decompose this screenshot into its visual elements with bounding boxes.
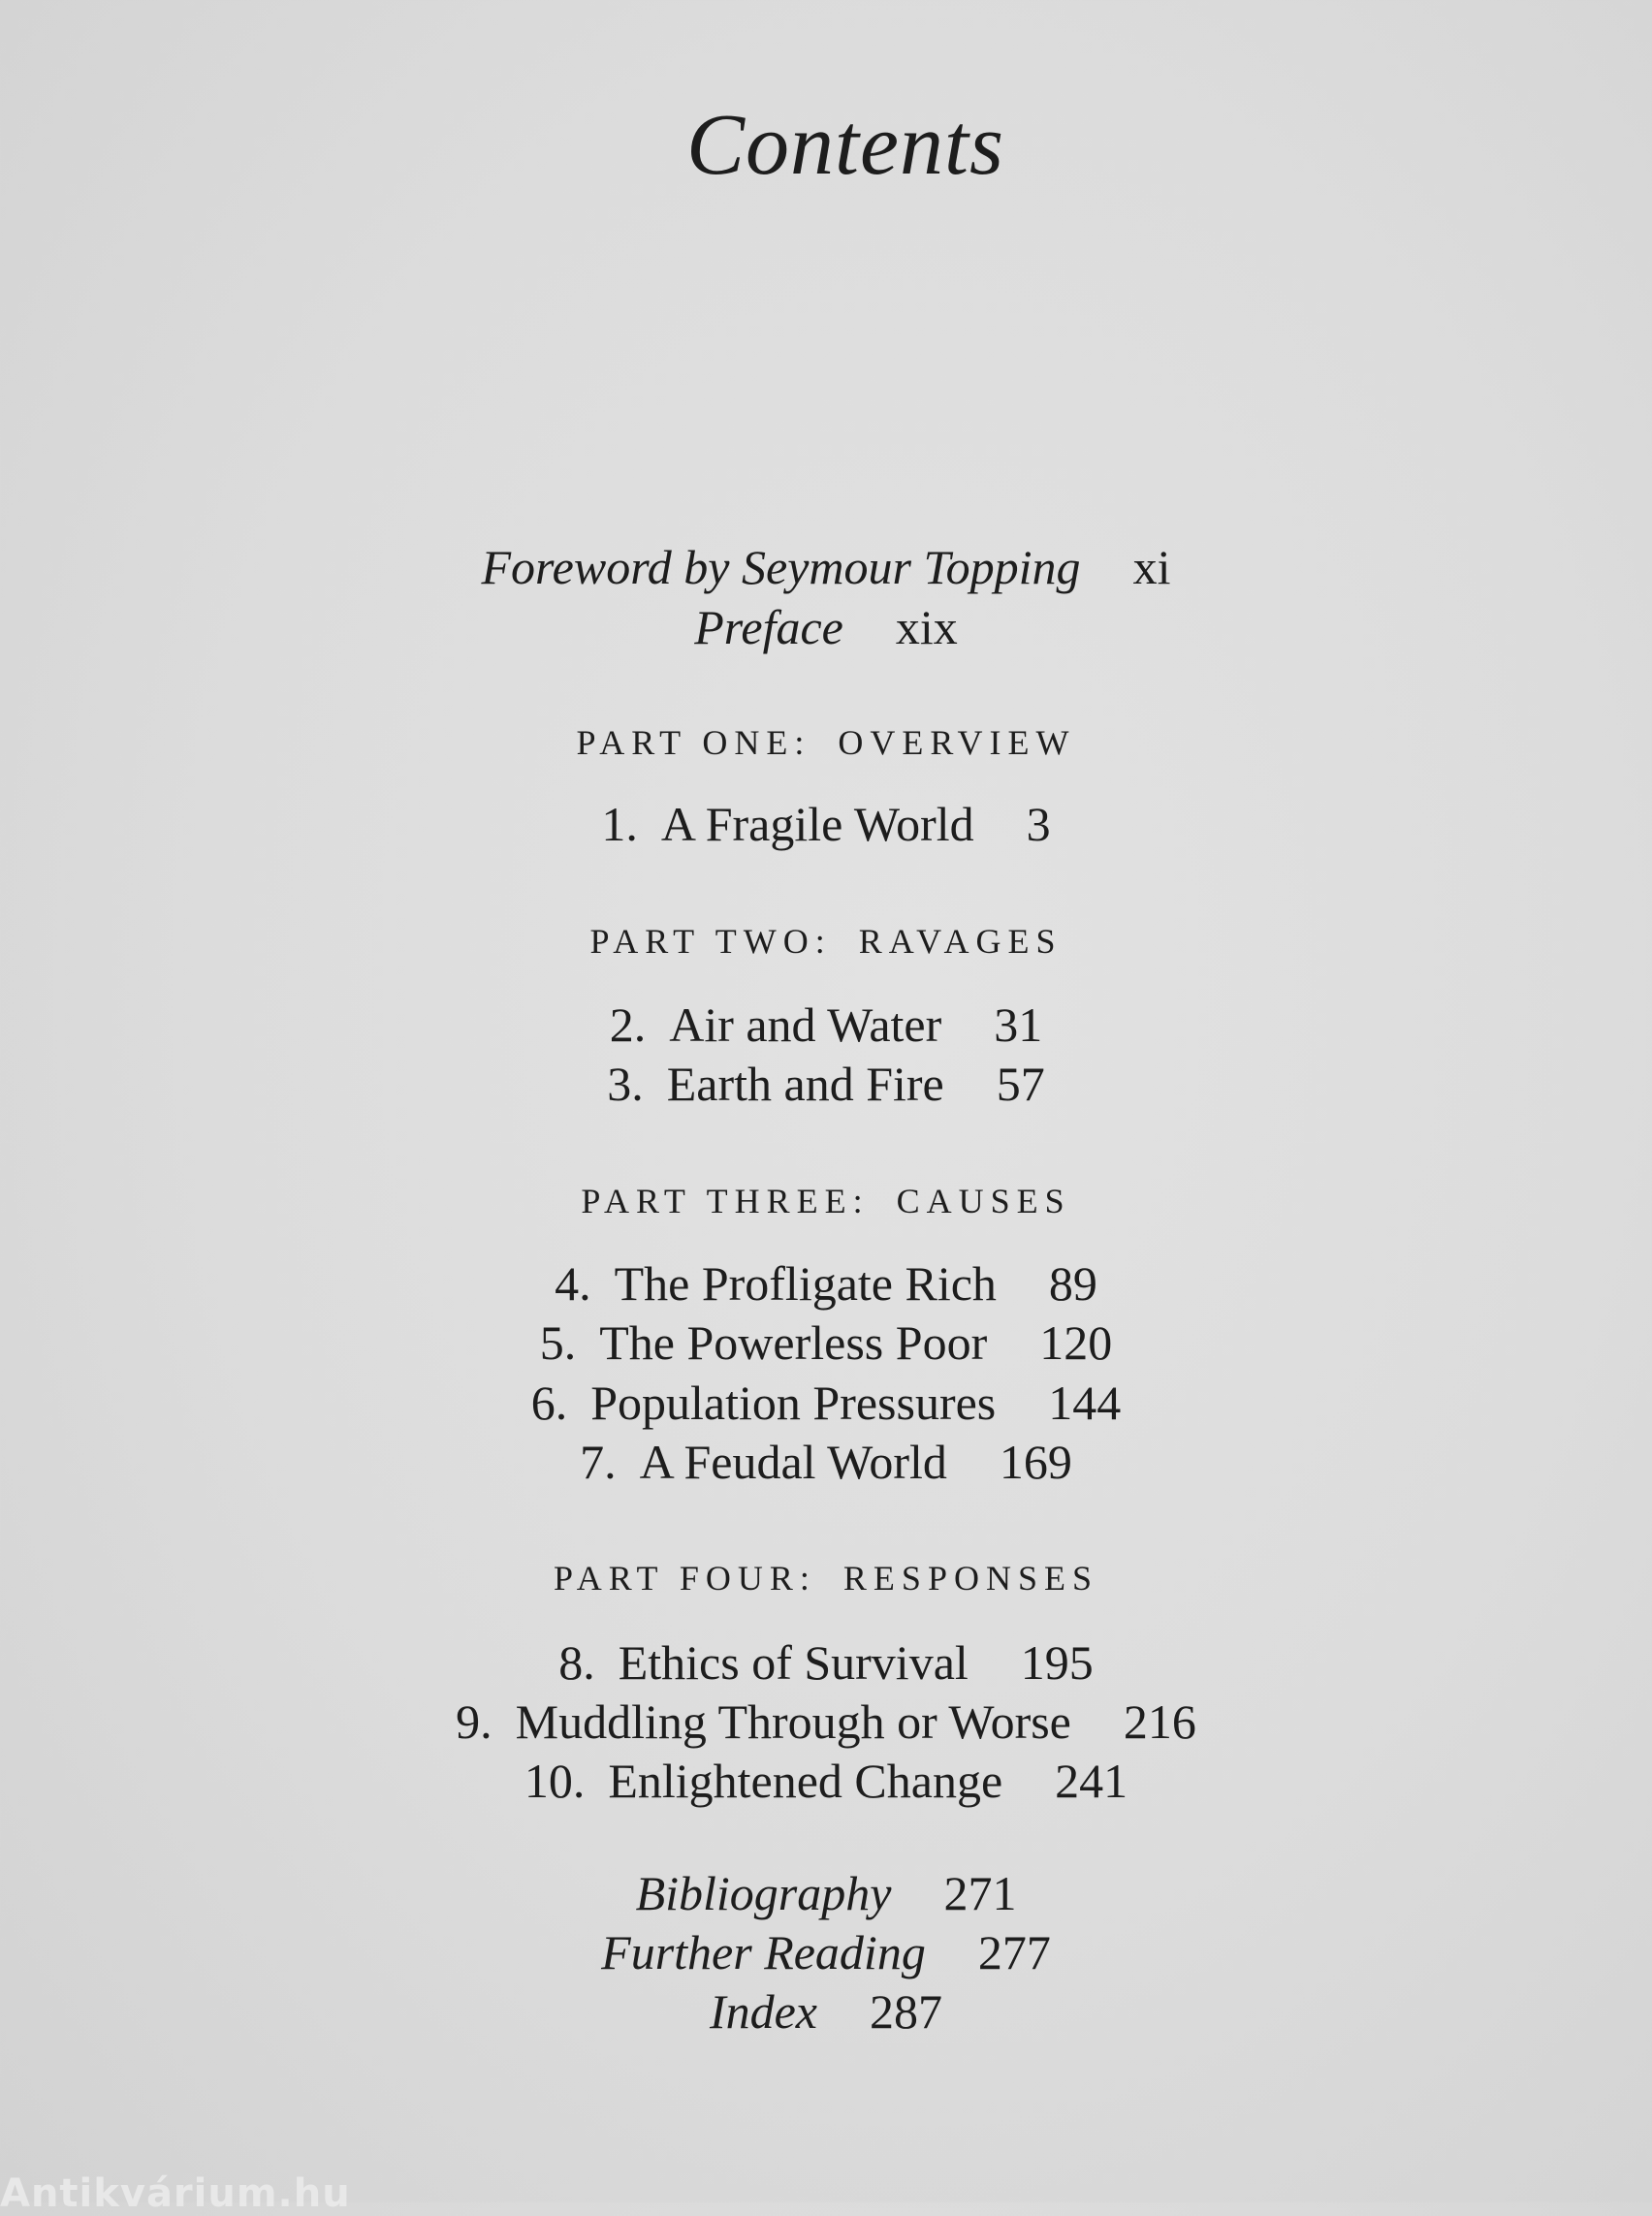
part-label: PART THREE: [581,1182,870,1220]
toc-entry-label: Index [709,1984,818,2039]
page-title: Contents [685,97,1004,193]
watermark: Antikvárium.hu [0,2171,351,2216]
chapter-title: A Fragile World [660,797,974,851]
chapter-number: 5. [539,1315,577,1370]
toc-entry-page: 271 [943,1866,1017,1920]
toc-entry-bibliography [0,1866,1652,1920]
chapter-title: Ethics of Survival [618,1635,969,1690]
chapter-title: Enlightened Change [608,1754,1003,1808]
toc-entry-chapter-5 [0,1315,1652,1370]
toc-entry-chapter-7 [0,1435,1652,1489]
toc-entry-label: Further Reading [601,1925,926,1979]
toc-entry-chapter-4 [0,1256,1652,1311]
toc-entry-index [0,1984,1652,2039]
chapter-number: 6. [530,1376,568,1430]
toc-entry-page: 287 [870,1984,943,2039]
toc-entry-chapter-6 [0,1376,1652,1430]
chapter-number: 2. [609,997,647,1052]
chapter-page: 144 [1048,1376,1122,1430]
chapter-title: Population Pressures [590,1376,997,1430]
toc-entry-chapter-1 [0,797,1652,851]
chapter-title: The Profligate Rich [614,1256,997,1311]
toc-entry-foreword [0,540,1652,594]
chapter-page: 89 [1048,1256,1097,1311]
part-subtitle: RESPONSES [842,1559,1098,1598]
toc-entry-chapter-2 [0,997,1652,1052]
part-heading-one [0,725,1652,760]
toc-entry-chapter-8 [0,1635,1652,1690]
toc-entry-label: Bibliography [635,1866,892,1920]
part-heading-four [0,1561,1652,1596]
part-subtitle: OVERVIEW [838,723,1076,762]
toc-entry-chapter-10 [0,1754,1652,1808]
chapter-title: Muddling Through or Worse [515,1694,1071,1749]
toc-entry-preface [0,600,1652,654]
chapter-title: Earth and Fire [666,1057,944,1111]
part-heading-two [0,924,1652,959]
chapter-page: 241 [1055,1754,1128,1808]
chapter-page: 169 [999,1435,1072,1489]
toc-entry-further-reading [0,1925,1652,1979]
chapter-number: 9. [456,1694,492,1749]
chapter-page: 216 [1123,1694,1196,1749]
chapter-number: 8. [558,1635,595,1690]
chapter-title: Air and Water [669,997,942,1052]
chapter-number: 3. [607,1057,644,1111]
chapter-page: 31 [994,997,1043,1052]
chapter-page: 57 [996,1057,1045,1111]
chapter-number: 10. [524,1754,586,1808]
part-label: PART TWO: [589,922,832,961]
toc-entry-label: Preface [694,600,843,654]
part-label: PART FOUR: [553,1559,816,1598]
chapter-number: 1. [601,797,638,851]
toc-entry-page: xix [895,600,958,654]
toc-entry-page: xi [1132,540,1171,594]
toc-entry-label: Foreword by Seymour Topping [481,540,1081,594]
chapter-page: 195 [1020,1635,1094,1690]
chapter-title: A Feudal World [639,1435,947,1489]
chapter-number: 4. [555,1256,591,1311]
part-subtitle: CAUSES [896,1182,1071,1220]
chapter-number: 7. [580,1435,617,1489]
chapter-page: 3 [1026,797,1051,851]
toc-entry-chapter-3 [0,1057,1652,1111]
part-heading-three [0,1184,1652,1219]
chapter-page: 120 [1039,1315,1113,1370]
part-subtitle: RAVAGES [858,922,1063,961]
toc-entry-chapter-9 [0,1694,1652,1749]
part-label: PART ONE: [576,723,811,762]
toc-entry-page: 277 [977,1925,1051,1979]
chapter-title: The Powerless Poor [599,1315,988,1370]
